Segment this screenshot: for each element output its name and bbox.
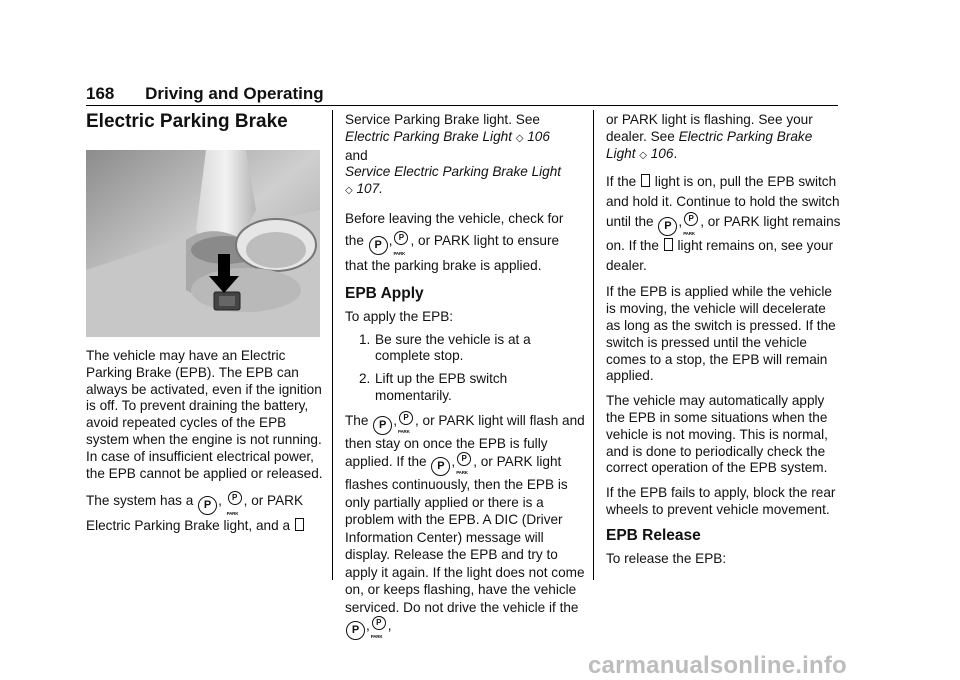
text: , or PARK light will flash and then stay on once the EPB is fully applied. If the — [345, 412, 585, 470]
text: If the — [606, 174, 637, 190]
epb-switch-photo — [86, 150, 320, 337]
page-ref-icon: ◇ — [639, 149, 647, 161]
col1-para1: The vehicle may have an Electric Parking Brake (EPB). The EPB can always be activated, even if the ignition is off. To prevent draining the battery, avoid repeated cycles of the EPB system when the engine is not running. In case of insufficient electrical power, the EPB cannot be applied or released. — [86, 348, 323, 481]
page-number: 168 — [86, 84, 115, 103]
col2-line1: Service Parking Brake light. See — [345, 112, 540, 127]
ref-text: Electric Parking Brake Light — [345, 128, 512, 144]
ref-page: 106 — [527, 128, 550, 144]
col3-para5: If the EPB fails to apply, block the rear wheels to prevent vehicle movement. — [606, 485, 836, 517]
col3-para1: or PARK light is flashing. See your dealer. See Electric Parking Brake Light ◇ 106. — [606, 112, 813, 161]
text: , or PARK light remains on. If the — [606, 214, 841, 254]
epb-release-heading: EPB Release — [606, 526, 701, 544]
park-brake-icon: P PARK — [456, 452, 472, 470]
text: , or PARK Electric Parking Brake light, and a — [86, 493, 304, 534]
text: , or PARK light flashes continuously, then the EPB is only partially applied or there is a problem with the EPB. A DIC (Driver Information Center) message will display. Release the EPB and try to apply it again. If the light does not come on, or keeps flashing, have the vehicle serviced. Do not drive the vehicle if the — [345, 454, 585, 615]
list-item — [345, 332, 585, 366]
col2-para2: Before leaving the vehicle, check for the P , P PARK , or PARK light to ensure that the parking brake is applied. — [345, 210, 564, 273]
ref-page: 107. — [356, 181, 383, 197]
page-header — [86, 84, 324, 104]
col3-para4: The vehicle may automatically apply the EPB in some situations when the vehicle is not moving. This is normal, and is done to periodically check the correct operation of the EPB system. — [606, 393, 828, 476]
column-1 — [86, 348, 324, 537]
col3-intro: To release the EPB: — [606, 550, 727, 566]
p-circle-icon: P — [373, 416, 392, 435]
ref-text: Electric Parking Brake Light — [606, 128, 813, 161]
text: The — [345, 412, 369, 428]
col2-ref2: Service Electric Parking Brake Light — [345, 164, 562, 180]
column-divider — [593, 110, 594, 580]
text: light is on, pull the EPB switch and hold it. Continue to hold the switch until the — [606, 174, 840, 230]
ref-page: 106 — [650, 145, 674, 161]
section-title: Driving and Operating — [145, 84, 324, 103]
watermark: carmanualsonline.info — [588, 652, 847, 679]
p-circle-icon: P — [658, 217, 677, 236]
step-number: 2. — [359, 371, 371, 387]
text: , or PARK light to ensure that the parking brake is applied. — [345, 232, 560, 273]
col2-ref1 — [345, 129, 585, 148]
service-brake-icon — [295, 518, 304, 531]
step-number: 1. — [359, 331, 371, 347]
text: The system has a — [86, 493, 194, 509]
col2-and: and — [345, 147, 368, 163]
col3-para3: If the EPB is applied while the vehicle is moving, the vehicle will decelerate as long as the switch is pressed. If the switch is pressed until the vehicle comes to a stop, the EPB will remain applied. — [606, 284, 836, 384]
header-rule — [86, 105, 838, 106]
column-2 — [345, 112, 585, 640]
column-3 — [606, 112, 842, 567]
text: or PARK light is flashing. See your dealer. See — [606, 112, 813, 144]
park-brake-icon: P PARK — [371, 616, 387, 634]
steps-list — [345, 332, 585, 405]
park-brake-icon: P PARK — [227, 491, 243, 509]
park-brake-icon: P PARK — [398, 411, 414, 429]
text: Before leaving the vehicle, check for the — [345, 210, 564, 248]
p-circle-icon: P — [198, 496, 217, 515]
col2-ref2-page — [345, 181, 585, 200]
step-text: Be sure the vehicle is at a complete stop. — [375, 331, 531, 364]
col2-para3: The P , P PARK , or PARK light will flash and then stay on once the EPB is fully applied. If the P , P PARK , or PARK light flashes continuously, then the EPB is only partially applied or there is a problem with the EPB. A DIC (Driver Information Center) message will display. Release the EPB and try to apply it again. If the light does not come on, or keeps flashing, have the vehicle serviced. Do not drive the vehicle if the P , P PARK , — [345, 412, 585, 640]
service-brake-icon — [664, 238, 673, 251]
service-brake-icon — [641, 174, 650, 187]
p-circle-icon: P — [369, 236, 388, 255]
park-brake-icon: P PARK — [393, 231, 409, 249]
text: light remains on, see your dealer. — [606, 238, 834, 274]
page-ref-icon: ◇ — [345, 185, 353, 197]
epb-apply-heading: EPB Apply — [345, 284, 424, 302]
park-brake-icon: P PARK — [683, 212, 699, 230]
col2-intro: To apply the EPB: — [345, 308, 454, 324]
column-divider — [332, 110, 333, 580]
page-title: Electric Parking Brake — [86, 111, 288, 132]
step-text: Lift up the EPB switch momentarily. — [375, 371, 508, 403]
page-ref-icon: ◇ — [515, 132, 524, 144]
list-item — [345, 371, 585, 405]
col1-para2: The system has a P , P PARK , or PARK Electric Parking Brake light, and a — [86, 493, 304, 534]
p-circle-icon: P — [431, 457, 450, 476]
col3-para2: If the light is on, pull the EPB switch and hold it. Continue to hold the switch until the P , P PARK , or PARK light remains on. If the light remains on, see your dealer. — [606, 174, 841, 274]
p-circle-icon: P — [346, 621, 365, 640]
